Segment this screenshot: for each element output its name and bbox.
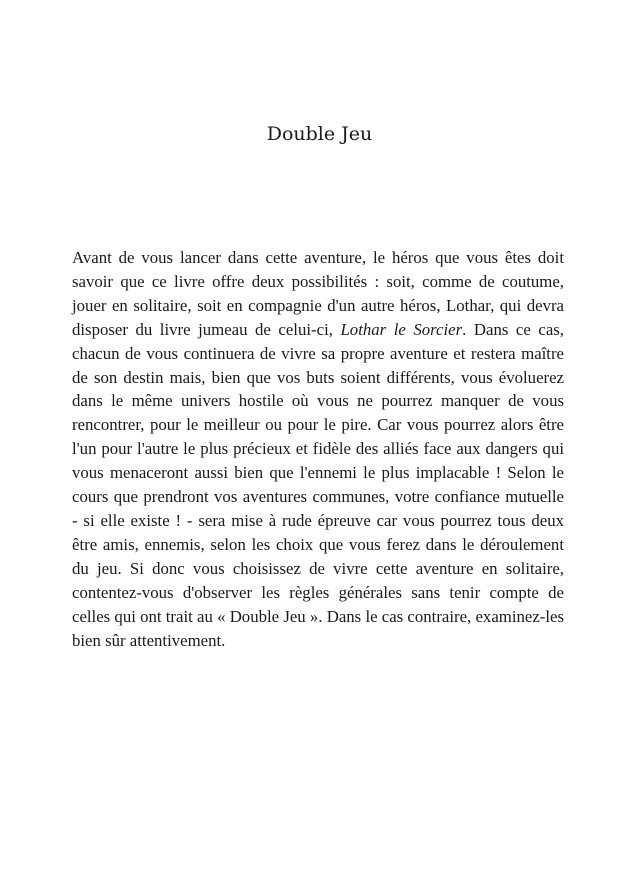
page-title: Double Jeu bbox=[266, 123, 373, 145]
paragraph-text-after-italic: . Dans ce cas, chacun de vous continuera de vivre sa propre aventure et restera maître de son destin mais, bien que vos buts soient différents, vous évoluerez dans le même univers hostile où vous ne pourrez manquer de vous rencontrer, pour le meilleur ou pour le pire. Car vous pourrez alors être l'un pour l'autre le plus précieux et fidèle des alliés face aux dangers qui vous menaceront aussi bien que l'ennemi le plus implacable ! Selon le cours que prendront vos aventures communes, votre confiance mutuelle - si elle existe ! - sera mise à rude épreuve car vous pourrez tous deux être amis, ennemis, selon les choix que vous ferez dans le déroulement du jeu. Si donc vous choisissez de vivre cette aventure en solitaire, contentez-vous d'observer les règles générales sans tenir compte de celles qui ont trait au « Double Jeu ». Dans le cas contraire, examinez-les bien sûr attentivement. bbox=[72, 319, 564, 650]
italic-book-title: Lothar le Sorcier bbox=[340, 319, 463, 339]
paragraph-text-before-italic: Avant de vous lancer dans cette aventure, le héros que vous êtes doit savoir que ce livre offre deux possibilités : soit, comme de coutume, jouer en solitaire, soit en compagnie d'un autre héros, Lothar, qui devra disposer du livre jumeau de celui-ci, bbox=[72, 248, 564, 339]
body-paragraph bbox=[72, 246, 564, 652]
